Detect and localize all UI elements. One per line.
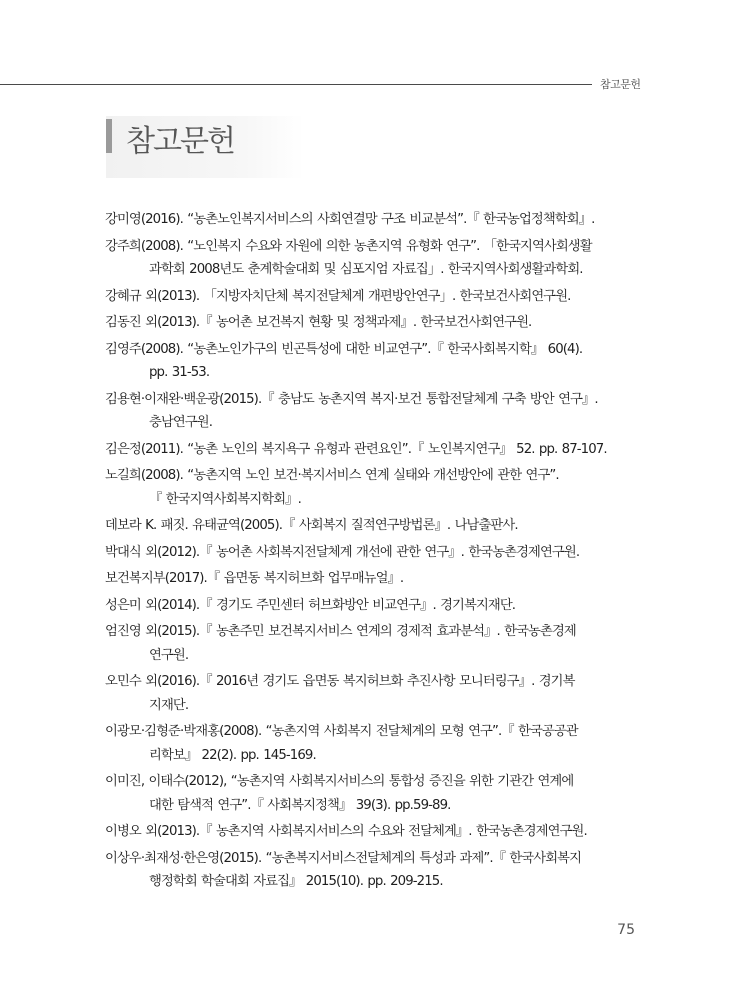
- reference-entry: [105, 541, 639, 565]
- reference-entry: [105, 620, 639, 667]
- reference-entry: [105, 464, 639, 511]
- reference-line: 김은정(2011). “농촌 노인의 복지욕구 유형과 관련요인”.『 노인복지연구』 52. pp. 87-107.: [105, 441, 607, 457]
- reference-line: 보건복지부(2017).『 읍면동 복지허브화 업무매뉴얼』.: [105, 571, 404, 586]
- reference-entry: [105, 438, 639, 462]
- reference-continuation-line: 리학보』 22(2). pp. 145-169.: [149, 747, 316, 763]
- reference-continuation-line: 연구원.: [149, 647, 189, 663]
- reference-entry: [105, 208, 639, 232]
- reference-line: 강주희(2008). “노인복지 수요와 자원에 의한 농촌지역 유형화 연구”. 「한국지역사회생활: [105, 238, 592, 254]
- reference-continuation-line: 과학회 2008년도 춘계학술대회 및 심포지엄 자료집」. 한국지역사회생활과학회.: [149, 262, 583, 277]
- reference-entry: [105, 594, 639, 618]
- reference-list: [105, 208, 639, 897]
- reference-entry: [105, 820, 639, 844]
- reference-line: 강혜규 외(2013). 「지방자치단체 복지전달체계 개편방안연구」. 한국보건사회연구원.: [105, 288, 571, 304]
- reference-entry: [105, 235, 639, 282]
- reference-line: 이병오 외(2013).『 농촌지역 사회복지서비스의 수요와 전달체계』. 한국농촌경제연구원.: [105, 824, 587, 839]
- reference-line: 노길희(2008). “농촌지역 노인 보건·복지서비스 연계 실태와 개선방안에 관한 연구”.: [105, 468, 559, 483]
- page-number: 75: [617, 922, 635, 938]
- reference-entry: [105, 567, 639, 591]
- reference-entry: [105, 285, 639, 309]
- reference-continuation-line: 『 한국지역사회복지학회』.: [149, 491, 301, 507]
- reference-entry: [105, 514, 639, 538]
- reference-continuation-line: pp. 31-53.: [149, 365, 210, 380]
- header-rule: [0, 84, 592, 85]
- reference-continuation-line: 행정학회 학술대회 자료집』 2015(10). pp. 209-215.: [149, 874, 443, 889]
- reference-entry: [105, 847, 639, 894]
- reference-entry: [105, 388, 639, 435]
- reference-line: 이미진, 이태수(2012), “농촌지역 사회복지서비스의 통합성 증진을 위한 기관간 연계에: [105, 774, 574, 789]
- reference-entry: [105, 720, 639, 767]
- reference-line: 오민수 외(2016).『 2016년 경기도 읍면동 복지허브화 추진사항 모니터링구』. 경기복: [105, 674, 575, 689]
- page-title: 참고문헌: [126, 124, 234, 159]
- reference-line: 김용현·이재완·백운광(2015).『 충남도 농촌지역 복지·보건 통합전달체계 구축 방안 연구』.: [105, 391, 598, 407]
- reference-line: 박대식 외(2012).『 농어촌 사회복지전달체계 개선에 관한 연구』. 한국농촌경제연구원.: [105, 544, 580, 560]
- reference-line: 엄진영 외(2015).『 농촌주민 보건복지서비스 연계의 경제적 효과분석』. 한국농촌경제: [105, 624, 576, 639]
- reference-line: 이광모·김형준·박재홍(2008). “농촌지역 사회복지 전달체계의 모형 연구”.『 한국공공관: [105, 724, 578, 739]
- reference-continuation-line: 충남연구원.: [149, 415, 213, 430]
- reference-continuation-line: 대한 탐색적 연구”.『 사회복지정책』 39(3). pp.59-89.: [149, 797, 451, 813]
- section-title-block: [106, 116, 304, 178]
- reference-line: 김동진 외(2013).『 농어촌 보건복지 현황 및 정책과제』. 한국보건사회연구원.: [105, 315, 532, 330]
- reference-entry: [105, 770, 639, 817]
- reference-line: 성은미 외(2014).『 경기도 주민센터 허브화방안 비교연구』. 경기복지재단.: [105, 597, 516, 613]
- reference-entry: [105, 338, 639, 385]
- reference-line: 데보라 K. 패짓. 유태균역(2005).『 사회복지 질적연구방법론』. 나남출판사.: [105, 518, 518, 533]
- reference-line: 이상우·최재성·한은영(2015). “농촌복지서비스전달체계의 특성과 과제”.『 한국사회복지: [105, 850, 582, 866]
- reference-line: 김영주(2008). “농촌노인가구의 빈곤특성에 대한 비교연구”.『 한국사회복지학』 60(4).: [105, 341, 583, 357]
- reference-entry: [105, 670, 639, 717]
- reference-line: 강미영(2016). “농촌노인복지서비스의 사회연결망 구조 비교분석”.『 한국농업정책학회』.: [105, 212, 595, 227]
- running-head: 참고문헌: [600, 78, 641, 91]
- section-title-bar: [106, 119, 112, 153]
- reference-entry: [105, 311, 639, 335]
- reference-continuation-line: 지재단.: [149, 697, 189, 713]
